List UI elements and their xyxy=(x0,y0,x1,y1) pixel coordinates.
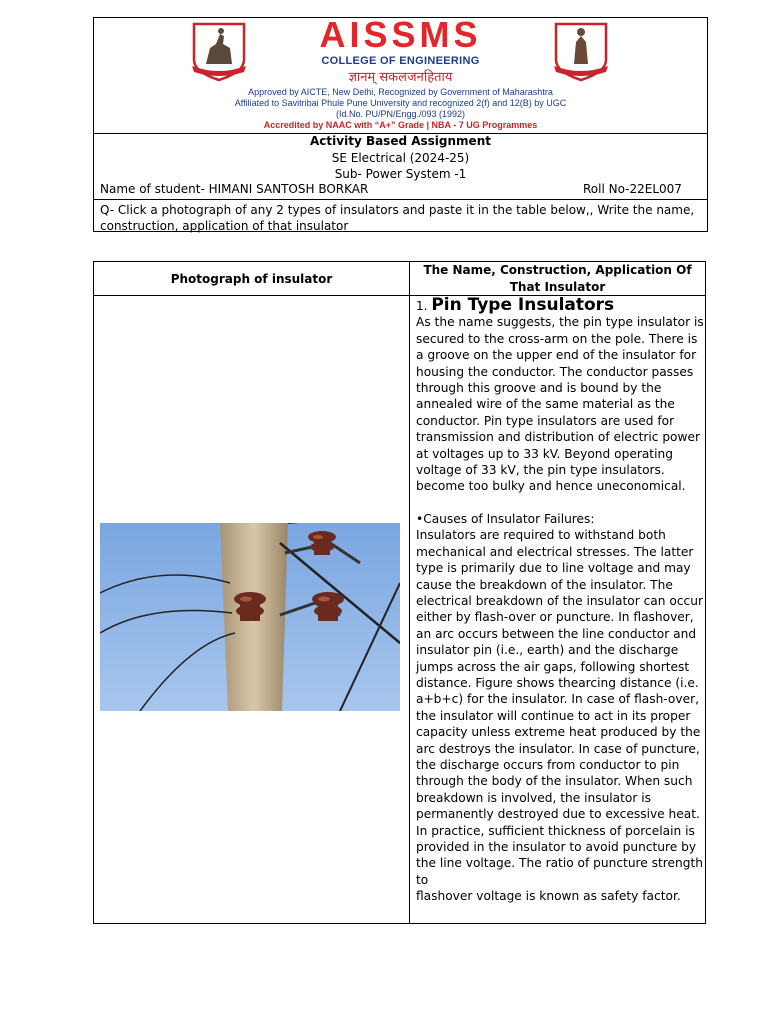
insulator-photo xyxy=(100,523,400,711)
details-column-header: The Name, Construction, Application Of That Insulator xyxy=(410,262,705,296)
subject-line: Sub- Power System -1 xyxy=(334,167,467,181)
id-line: (Id.No. PU/PN/Engg./093 (1992) xyxy=(335,109,466,119)
college-banner xyxy=(94,14,707,134)
college-motto: ज्ञानम् सकलजनहिताय xyxy=(348,70,453,85)
item-heading xyxy=(416,297,704,314)
description-text: As the name suggests, the pin type insulator is secured to the cross-arm on the pole. There is a groove on the upper end of the insulator for housing the conductor. The conductor passes through this groove and is bound by the annealed wire of the same material as the conductor. Pin type insulators are used for transmission and distribution of electric power at voltages up to 33 kV. Beyond operating voltage of 33 kV, the pin type insulators. become too bulky and hence uneconomical. xyxy=(416,315,704,494)
item-title: Pin Type Insulators xyxy=(431,295,615,315)
causes-text: Insulators are required to withstand both mechanical and electrical stresses. The latter type is primarily due to line voltage and may cause the breakdown of the insulator. The electrical breakdown of the insulator can occur either by flash-over or puncture. In flashover, an arc occurs between the line conductor and insulator pin (i.e., earth) and the discharge jumps across the air gaps, following shortest distance. Figure shows thearcing distance (i.e. a+b+c) for the insulator. In case of flash-over, the insulator will continue to act in its proper capacity unless extreme heat produced by the arc destroys the insulator. In case of puncture, the discharge occurs from conductor to pin through the body of the insulator. When such breakdown is involved, the insulator is permanently destroyed due to excessive heat. In practice, sufficient thickness of porcelain is provided in the insulator to avoid puncture by the line voltage. The ratio of puncture strength to xyxy=(416,528,704,887)
college-name: AISSMS xyxy=(319,14,482,55)
pin-insulator-photo-image xyxy=(100,523,400,711)
affiliation-line: Affiliated to Savitribai Phule Pune University and recognized 2(f) and 12(B) by UGC xyxy=(234,98,567,108)
assignment-info xyxy=(94,133,707,200)
class-line: SE Electrical (2024-25) xyxy=(331,151,470,165)
insulator-details xyxy=(416,297,704,905)
assignment-title: Activity Based Assignment xyxy=(310,134,491,148)
photo-column-header: Photograph of insulator xyxy=(94,262,410,296)
accreditation-line: Accredited by NAAC with “A+” Grade | NBA - 7 UG Programmes xyxy=(263,120,538,130)
causes-heading: •Causes of Insulator Failures: xyxy=(416,511,595,526)
causes-tail: flashover voltage is known as safety factor. xyxy=(416,889,681,904)
college-subtitle: COLLEGE OF ENGINEERING xyxy=(321,55,480,67)
item-number: 1. xyxy=(416,299,428,313)
question-text: Q- Click a photograph of any 2 types of insulators and paste it in the table below,, Write the name, construction, application of that insulator xyxy=(100,203,695,233)
student-name: Name of student- HIMANI SANTOSH BORKAR xyxy=(100,182,369,196)
roll-number: Roll No-22EL007 xyxy=(583,182,682,196)
header-box xyxy=(93,14,708,233)
insulator-table xyxy=(93,261,706,924)
approval-line: Approved by AICTE, New Delhi, Recognized by Government of Maharashtra xyxy=(248,87,553,97)
column-divider xyxy=(409,295,410,923)
